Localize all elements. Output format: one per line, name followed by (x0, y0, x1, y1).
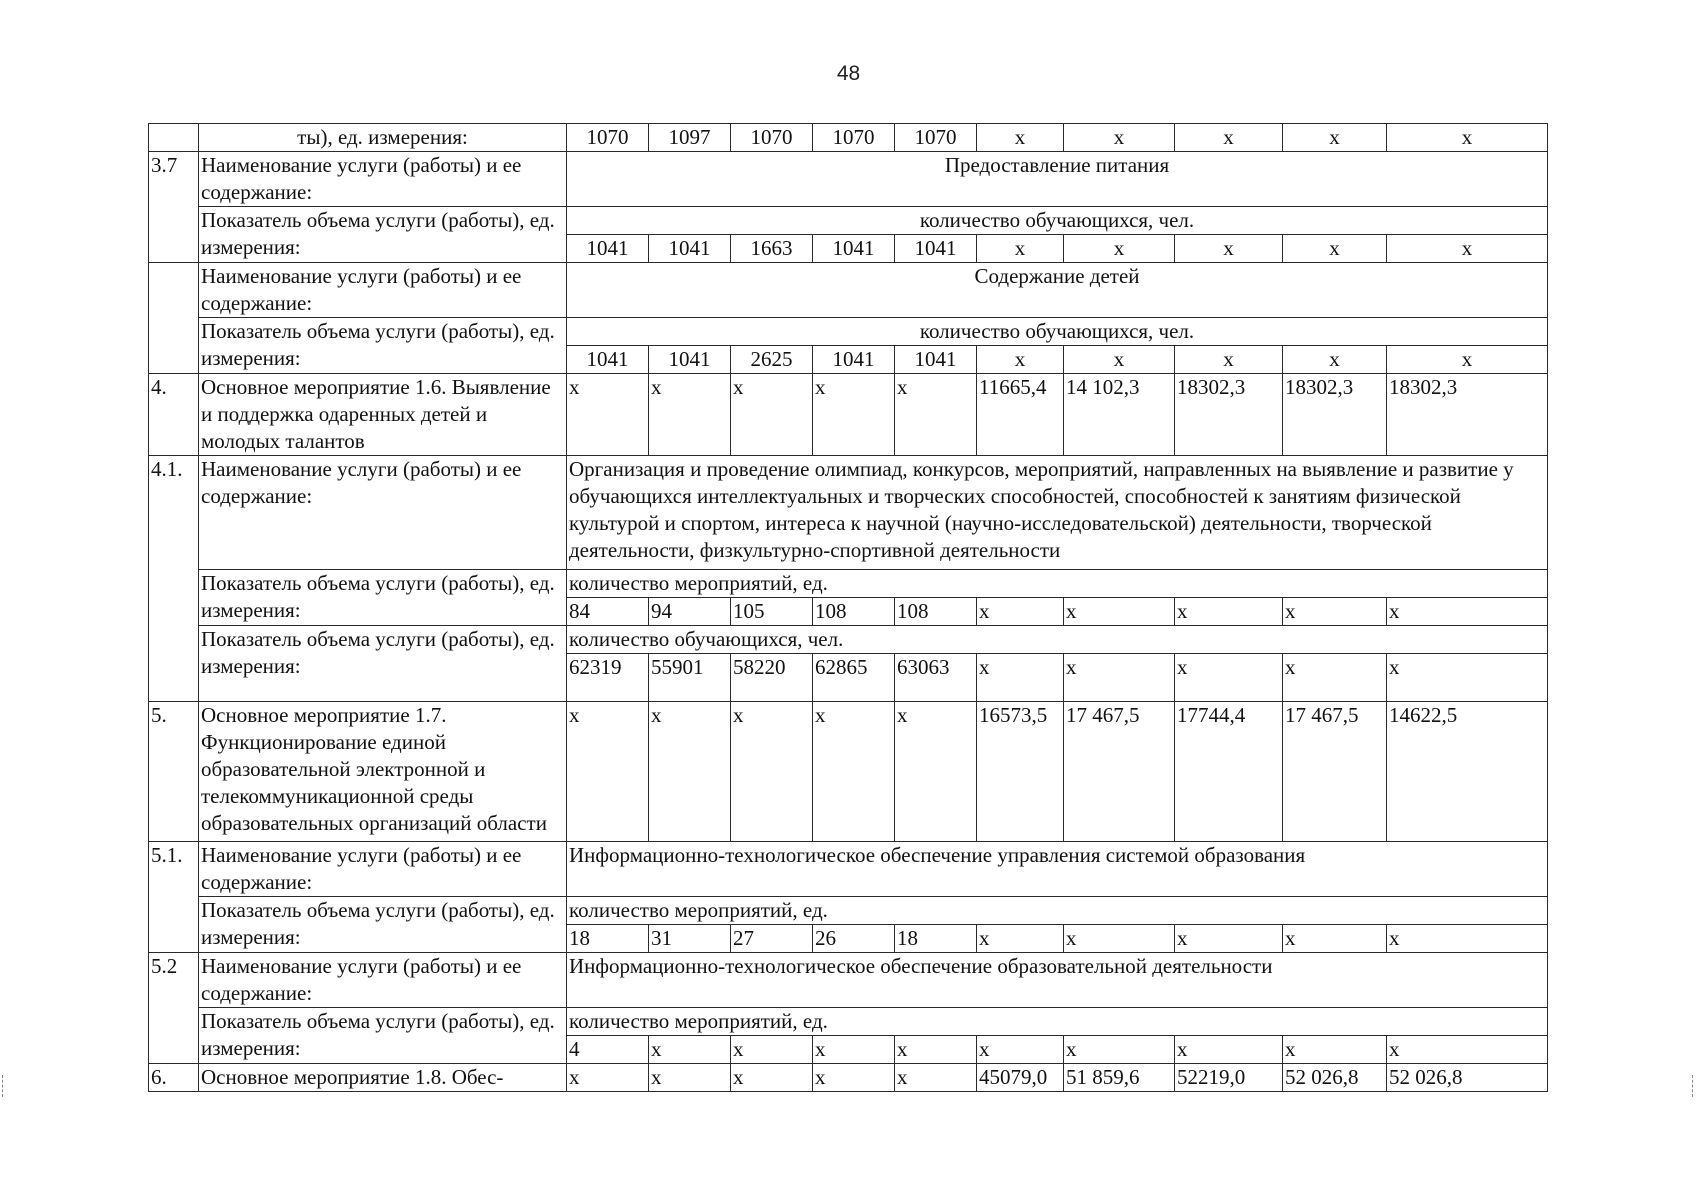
value-cell: 1041 (813, 235, 895, 263)
value-cell: 1070 (895, 124, 977, 152)
indicator-name: количество мероприятий, ед. (567, 1008, 1548, 1036)
value-cell: 14622,5 (1387, 702, 1548, 842)
value-cell: 16573,5 (977, 702, 1064, 842)
value-cell: x (567, 702, 649, 842)
value-cell: 84 (567, 598, 649, 626)
value-cell: x (1064, 925, 1175, 953)
row-number: 4. (149, 374, 199, 456)
value-cell: x (813, 702, 895, 842)
row-number (149, 263, 199, 318)
value-cell: x (1387, 124, 1548, 152)
row-label: Наименование услуги (работы) и ее содержание: (199, 953, 567, 1008)
value-cell: 18 (895, 925, 977, 953)
table-row (149, 953, 1548, 1008)
value-cell: x (1064, 124, 1175, 152)
service-name: Содержание детей (567, 263, 1548, 318)
row-label: ты), ед. измерения: (199, 124, 567, 152)
value-cell: x (977, 598, 1064, 626)
indicator-name: количество обучающихся, чел. (567, 207, 1548, 235)
row-number: 5. (149, 702, 199, 842)
value-cell: x (1387, 346, 1548, 374)
value-cell: 1663 (731, 235, 813, 263)
table-row (149, 263, 1548, 318)
table-row (149, 456, 1548, 570)
value-cell: 14 102,3 (1064, 374, 1175, 456)
value-cell: x (977, 346, 1064, 374)
row-number (149, 346, 199, 374)
row-label: Показатель объема услуги (работы), ед. измерения: (199, 207, 567, 263)
value-cell: 18 (567, 925, 649, 953)
table-row (149, 374, 1548, 456)
service-name: Информационно-технологическое обеспечение образовательной деятельности (567, 953, 1548, 1008)
indicator-name: количество обучающихся, чел. (567, 318, 1548, 346)
row-number (149, 570, 199, 598)
row-number: 4.1. (149, 456, 199, 570)
value-cell: x (1283, 654, 1387, 702)
service-name: Предоставление питания (567, 152, 1548, 207)
table-row (149, 152, 1548, 207)
value-cell: x (731, 702, 813, 842)
value-cell: x (1387, 1036, 1548, 1064)
row-label: Показатель объема услуги (работы), ед. измерения: (199, 318, 567, 374)
page-number: 48 (836, 62, 861, 85)
row-label: Показатель объема услуги (работы), ед. измерения: (199, 1008, 567, 1064)
value-cell: x (1387, 235, 1548, 263)
value-cell: 1041 (649, 346, 731, 374)
service-name: Организация и проведение олимпиад, конкурсов, мероприятий, направленных на выявление и развитие у обучающихся интеллектуальных и творческих способностей, способностей к занятиям физической культурой и спортом, интереса к научной (научно-исследовательской) деятельности, творческой деятельности, физкультурно-спортивной деятельности (567, 456, 1548, 570)
value-cell: 2625 (731, 346, 813, 374)
row-number (149, 925, 199, 953)
value-cell: x (977, 1036, 1064, 1064)
value-cell: 1070 (813, 124, 895, 152)
table-row (149, 124, 1548, 152)
value-cell: x (1175, 654, 1283, 702)
value-cell: x (1064, 235, 1175, 263)
table-row (149, 842, 1548, 897)
indicator-name: количество мероприятий, ед. (567, 570, 1548, 598)
value-cell: 1097 (649, 124, 731, 152)
value-cell: x (649, 374, 731, 456)
value-cell: 63063 (895, 654, 977, 702)
value-cell: x (813, 1036, 895, 1064)
value-cell: x (1283, 1036, 1387, 1064)
value-cell: 31 (649, 925, 731, 953)
value-cell: x (1064, 1036, 1175, 1064)
value-cell: x (1175, 124, 1283, 152)
row-number (149, 124, 199, 152)
value-cell: x (1283, 925, 1387, 953)
table-row (149, 570, 1548, 598)
row-label: Показатель объема услуги (работы), ед. измерения: (199, 570, 567, 626)
value-cell: x (1387, 654, 1548, 702)
row-number: 3.7 (149, 152, 199, 207)
value-cell: 58220 (731, 654, 813, 702)
value-cell: 11665,4 (977, 374, 1064, 456)
value-cell: 108 (813, 598, 895, 626)
value-cell: x (649, 1036, 731, 1064)
value-cell: x (977, 925, 1064, 953)
row-number (149, 235, 199, 263)
table-row (149, 318, 1548, 346)
row-label: Наименование услуги (работы) и ее содержание: (199, 842, 567, 897)
table-row (149, 1008, 1548, 1036)
value-cell: 27 (731, 925, 813, 953)
scan-edge-mark (1692, 1075, 1695, 1097)
value-cell: x (1175, 598, 1283, 626)
value-cell: x (1064, 598, 1175, 626)
value-cell: 55901 (649, 654, 731, 702)
row-number (149, 654, 199, 702)
value-cell: x (895, 374, 977, 456)
value-cell: 105 (731, 598, 813, 626)
row-number (149, 1036, 199, 1064)
value-cell: x (1283, 346, 1387, 374)
value-cell: x (1175, 346, 1283, 374)
value-cell: 94 (649, 598, 731, 626)
table-row (149, 207, 1548, 235)
value-cell: 1041 (813, 346, 895, 374)
indicator-name: количество мероприятий, ед. (567, 897, 1548, 925)
value-cell: x (977, 124, 1064, 152)
value-cell: 62865 (813, 654, 895, 702)
value-cell: 18302,3 (1175, 374, 1283, 456)
value-cell: 1041 (567, 346, 649, 374)
row-label: Основное мероприятие 1.8. Обес- (199, 1064, 567, 1092)
service-name: Информационно-технологическое обеспечение управления системой образования (567, 842, 1548, 897)
value-cell: 51 859,6 (1064, 1064, 1175, 1092)
value-cell: 52219,0 (1175, 1064, 1283, 1092)
row-label: Наименование услуги (работы) и ее содержание: (199, 263, 567, 318)
row-label: Наименование услуги (работы) и ее содержание: (199, 152, 567, 207)
value-cell: x (1283, 235, 1387, 263)
scan-edge-mark (2, 1075, 5, 1097)
table-row (149, 702, 1548, 842)
program-table (148, 123, 1548, 1092)
row-number (149, 207, 199, 235)
value-cell: x (1283, 598, 1387, 626)
value-cell: x (813, 374, 895, 456)
table-row (149, 897, 1548, 925)
indicator-name: количество обучающихся, чел. (567, 626, 1548, 654)
value-cell: 52 026,8 (1387, 1064, 1548, 1092)
value-cell: x (813, 1064, 895, 1092)
value-cell: x (731, 1036, 813, 1064)
value-cell: x (731, 1064, 813, 1092)
row-label: Показатель объема услуги (работы), ед. измерения: (199, 626, 567, 702)
row-number: 5.1. (149, 842, 199, 897)
value-cell: x (895, 702, 977, 842)
value-cell: 1041 (895, 235, 977, 263)
row-label: Наименование услуги (работы) и ее содержание: (199, 456, 567, 570)
value-cell: 18302,3 (1387, 374, 1548, 456)
value-cell: x (731, 374, 813, 456)
row-label: Основное мероприятие 1.7. Функционирование единой образовательной электронной и телекоммуникационной среды образовательных организаций области (199, 702, 567, 842)
value-cell: 17 467,5 (1283, 702, 1387, 842)
value-cell: x (1175, 235, 1283, 263)
value-cell: x (895, 1064, 977, 1092)
value-cell: 45079,0 (977, 1064, 1064, 1092)
value-cell: x (895, 1036, 977, 1064)
value-cell: 52 026,8 (1283, 1064, 1387, 1092)
value-cell: 108 (895, 598, 977, 626)
value-cell: 1041 (649, 235, 731, 263)
value-cell: x (567, 1064, 649, 1092)
value-cell: 18302,3 (1283, 374, 1387, 456)
row-number (149, 897, 199, 925)
row-number (149, 598, 199, 626)
value-cell: x (1387, 598, 1548, 626)
value-cell: x (977, 654, 1064, 702)
value-cell: x (1283, 124, 1387, 152)
value-cell: x (1064, 654, 1175, 702)
value-cell: x (1387, 925, 1548, 953)
value-cell: x (977, 235, 1064, 263)
row-number (149, 318, 199, 346)
value-cell: 62319 (567, 654, 649, 702)
value-cell: x (649, 1064, 731, 1092)
value-cell: 1070 (567, 124, 649, 152)
value-cell: 1070 (731, 124, 813, 152)
row-number: 5.2 (149, 953, 199, 1008)
row-number (149, 626, 199, 654)
row-label: Показатель объема услуги (работы), ед. измерения: (199, 897, 567, 953)
row-number (149, 1008, 199, 1036)
value-cell: x (567, 374, 649, 456)
value-cell: 26 (813, 925, 895, 953)
value-cell: 1041 (895, 346, 977, 374)
value-cell: x (1175, 925, 1283, 953)
value-cell: 1041 (567, 235, 649, 263)
value-cell: x (1064, 346, 1175, 374)
value-cell: x (1175, 1036, 1283, 1064)
row-label: Основное мероприятие 1.6. Выявление и поддержка одаренных детей и молодых талантов (199, 374, 567, 456)
value-cell: 17744,4 (1175, 702, 1283, 842)
value-cell: x (649, 702, 731, 842)
table-row (149, 1064, 1548, 1092)
table-row (149, 626, 1548, 654)
value-cell: 17 467,5 (1064, 702, 1175, 842)
value-cell: 4 (567, 1036, 649, 1064)
row-number: 6. (149, 1064, 199, 1092)
